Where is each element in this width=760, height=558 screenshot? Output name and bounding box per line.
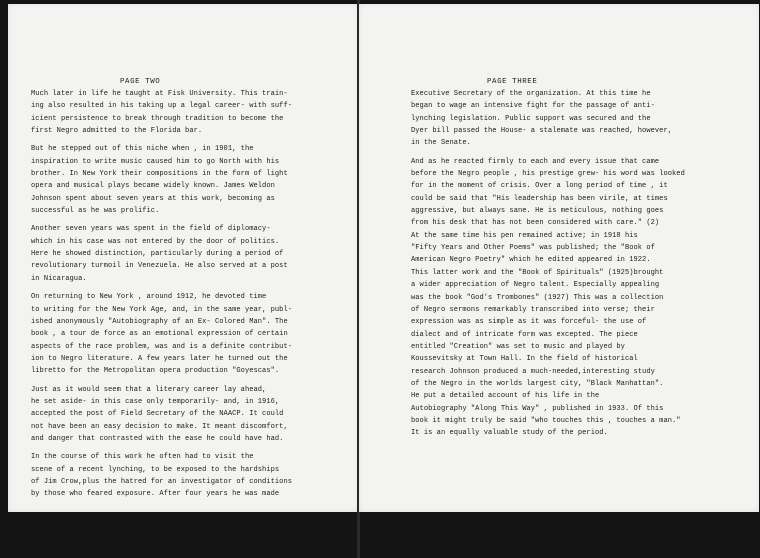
right-page-text — [411, 88, 685, 440]
left-page — [8, 4, 358, 512]
text-line: expression was as simple as it was forceful- the use of — [411, 318, 647, 327]
text-line: Another seven years was spent in the field of diplomacy- — [31, 225, 271, 234]
left-page-text — [31, 88, 292, 501]
text-line: revolutionary turmoil in Venezuela. He also served at a post — [31, 262, 288, 271]
text-line: to writing for the New York Age, and, in the same year, publ- — [31, 305, 293, 314]
text-line: in Nicaragua. — [31, 274, 87, 283]
text-line: research Johnson produced a much-needed,interesting study — [411, 367, 655, 376]
text-line: successful as he was prolific. — [31, 207, 160, 216]
text-line: was the book "God's Trombones" (1927) This was a collection — [411, 293, 664, 302]
text-line: Johnson spent about seven years at this work, becoming as — [31, 194, 275, 203]
text-line: in the Senate. — [411, 139, 471, 148]
text-line: dialect and of intricate form was excepted. The piece — [411, 330, 638, 339]
text-line: before the Negro people , his prestige grew- his word was looked — [411, 170, 685, 179]
text-line: accepted the post of Field Secretary of the NAACP. It could — [31, 410, 284, 419]
text-line: of Negro sermons remarkably transcribed into verse; their — [411, 305, 655, 314]
text-line: which in his case was not entered by the door of politics. — [31, 237, 280, 246]
text-line: of Jim Crow,plus the hatred for an investigator of conditions — [31, 477, 293, 486]
text-line: Much later in life he taught at Fisk University. This train- — [31, 90, 288, 98]
text-line: "Fifty Years and Other Poems" was published; the "Book of — [411, 244, 655, 253]
text-line: book , a tour de force as an emotional expression of certain — [31, 330, 288, 339]
text-line: aggressive, but always sane. He is meticulous, nothing goes — [411, 207, 664, 216]
text-line: In the course of this work he often had to visit the — [31, 453, 254, 462]
text-line: and danger that contrasted with the ease he could have had. — [31, 434, 284, 443]
text-line: It is an equally valuable study of the period. — [411, 429, 608, 438]
text-line: libretto for the Metropolitan opera production "Goyescas". — [31, 367, 280, 376]
text-line: Here he showed distinction, particularly during a period of — [31, 250, 284, 259]
text-line: On returning to New York , around 1912, he devoted time — [31, 293, 267, 302]
text-line: entitled "Creation" was set to music and played by — [411, 342, 625, 351]
text-line: Dyer bill passed the House- a stalemate was reached, however, — [411, 127, 673, 136]
text-line: from his desk that has not been considered with care." (2) — [411, 219, 660, 228]
text-line: not have been an easy decision to make. It meant discomfort, — [31, 422, 288, 431]
text-line: for in the moment of crisis. Over a long period of time , it — [411, 182, 668, 191]
text-line: And as he reacted firmly to each and every issue that came — [411, 157, 660, 166]
text-line: Autobiography "Along This Way" , published in 1933. Of this — [411, 404, 664, 413]
text-line: But he stepped out of this niche when , in 1901, the — [31, 145, 254, 154]
text-line: He put a detailed account of his life in the — [411, 392, 600, 401]
text-line: he set aside- in this case only temporarily- and, in 1916, — [31, 397, 280, 406]
text-line: Koussevitsky at Town Hall. In the field of historical — [411, 355, 638, 364]
text-line: a wider appreciation of Negro talent. Especially appealing — [411, 281, 660, 290]
text-line: lynching legislation. Public support was secured and the — [411, 114, 651, 123]
text-line: book it might truly be said "who touches this , touches a man." — [411, 416, 681, 425]
text-line: Executive Secretary of the organization. At this time he — [411, 90, 651, 98]
text-line: ished anonymously "Autobiography of an Ex- Colored Man". The — [31, 317, 288, 326]
text-line: first Negro admitted to the Florida bar. — [31, 127, 203, 136]
text-line: American Negro Poetry" which he edited appeared in 1922. — [411, 256, 651, 265]
text-line: began to wage an intensive fight for the passage of anti- — [411, 102, 655, 111]
text-line: scene of a recent lynching, to be exposed to the hardships — [31, 465, 280, 474]
text-line: aspects of the race problem, was and is a definite contribut- — [31, 342, 293, 351]
right-page — [359, 4, 759, 512]
page-heading-right: PAGE THREE — [487, 78, 538, 86]
text-line: of the Negro in the worlds largest city, "Black Manhattan". — [411, 379, 664, 388]
text-line: icient persistence to break through tradition to become the — [31, 114, 284, 123]
text-line: ion to Negro literature. A few years later he turned out the — [31, 354, 288, 363]
text-line: opera and musical plays became widely known. James Weldon — [31, 182, 275, 191]
text-line: could be said that "His leadership has been virile, at times — [411, 194, 668, 203]
text-line: brother. In New York their compositions in the form of light — [31, 170, 288, 179]
text-line: ing also resulted in his taking up a legal career- with suff- — [31, 102, 293, 111]
text-line: by those who feared exposure. After four years he was made — [31, 490, 280, 499]
text-line: At the same time his pen remained active; in 1918 his — [411, 231, 638, 240]
text-line: Just as it would seem that a literary career lay ahead, — [31, 385, 267, 394]
page-heading-left: PAGE TWO — [120, 78, 161, 86]
text-line: inspiration to write music caused him to go North with his — [31, 157, 280, 166]
text-line: This latter work and the "Book of Spirituals" (1925)brought — [411, 268, 664, 277]
